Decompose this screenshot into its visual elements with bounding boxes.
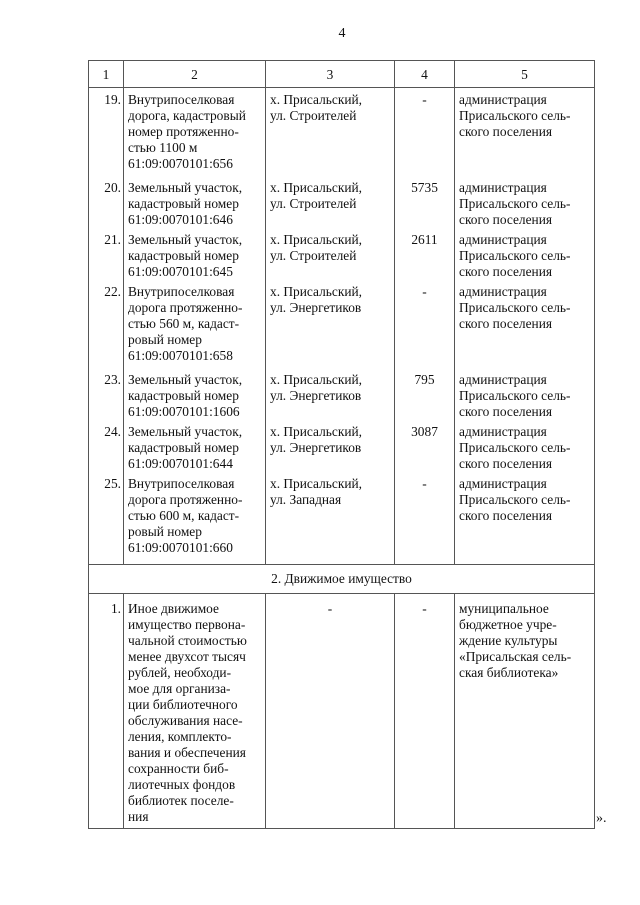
object-holder: администрация Присальского сель- ского поселения: [455, 232, 595, 284]
row-number: 19.: [89, 88, 124, 181]
object-holder: администрация Присальского сель- ского поселения: [455, 284, 595, 372]
object-holder: администрация Присальского сель- ского поселения: [455, 424, 595, 476]
section-heading-row: [89, 565, 595, 594]
table-row: [89, 232, 595, 284]
object-address: х. Присальский, ул. Строителей: [266, 88, 395, 181]
object-address: х. Присальский, ул. Строителей: [266, 232, 395, 284]
object-area: -: [395, 88, 455, 181]
header-col-1: 1: [89, 61, 124, 88]
object-address: х. Присальский, ул. Западная: [266, 476, 395, 565]
object-area: -: [395, 284, 455, 372]
header-col-4: 4: [395, 61, 455, 88]
object-name: Земельный участок, кадастровый номер 61:09:0070101:645: [124, 232, 266, 284]
object-area: 795: [395, 372, 455, 424]
page-number: 4: [338, 26, 346, 41]
object-address: -: [266, 594, 395, 829]
object-name: Земельный участок, кадастровый номер 61:09:0070101:644: [124, 424, 266, 476]
row-number: 21.: [89, 232, 124, 284]
object-holder: муниципальное бюджетное учре- ждение культуры «Присальская сель- ская библиотека»: [455, 594, 595, 829]
header-col-3: 3: [266, 61, 395, 88]
object-area: -: [395, 476, 455, 565]
row-number: 22.: [89, 284, 124, 372]
object-holder: администрация Присальского сель- ского поселения: [455, 88, 595, 181]
row-number: 25.: [89, 476, 124, 565]
object-holder: администрация Присальского сель- ского поселения: [455, 372, 595, 424]
object-area: -: [395, 594, 455, 829]
table-header-row: [89, 61, 595, 88]
object-address: х. Присальский, ул. Энергетиков: [266, 284, 395, 372]
object-holder: администрация Присальского сель- ского поселения: [455, 180, 595, 232]
header-col-5: 5: [455, 61, 595, 88]
header-col-2: 2: [124, 61, 266, 88]
object-name: Внутрипоселковая дорога, кадастровый номер протяженно- стью 1100 м 61:09:0070101:656: [124, 88, 266, 181]
row-number: 24.: [89, 424, 124, 476]
table-row: [89, 180, 595, 232]
object-holder: администрация Присальского сель- ского поселения: [455, 476, 595, 565]
property-registry-table: [88, 60, 595, 829]
object-area: 3087: [395, 424, 455, 476]
table-row: [89, 476, 595, 565]
object-name: Земельный участок, кадастровый номер 61:09:0070101:646: [124, 180, 266, 232]
table-row: [89, 594, 595, 829]
object-name: Внутрипоселковая дорога протяженно- стью 600 м, кадаст- ровый номер 61:09:0070101:660: [124, 476, 266, 565]
object-address: х. Присальский, ул. Строителей: [266, 180, 395, 232]
object-name: Иное движимое имущество первона- чальной стоимостью менее двухсот тысяч рублей, необходи- мое для организа- ции библиотечного обслуживания насе- ления, комплекто- вания и обеспечения сохранности биб- лиотечных фондов библиотек поселе- ния: [124, 594, 266, 829]
object-name: Внутрипоселковая дорога протяженно- стью 560 м, кадаст- ровый номер 61:09:0070101:658: [124, 284, 266, 372]
closing-quote-mark: ».: [596, 811, 607, 826]
table-row: [89, 372, 595, 424]
object-address: х. Присальский, ул. Энергетиков: [266, 424, 395, 476]
section-title: 2. Движимое имущество: [89, 565, 595, 594]
row-number: 20.: [89, 180, 124, 232]
object-area: 2611: [395, 232, 455, 284]
row-number: 23.: [89, 372, 124, 424]
table-row: [89, 88, 595, 181]
row-number: 1.: [89, 594, 124, 829]
object-address: х. Присальский, ул. Энергетиков: [266, 372, 395, 424]
object-area: 5735: [395, 180, 455, 232]
table-row: [89, 424, 595, 476]
object-name: Земельный участок, кадастровый номер 61:09:0070101:1606: [124, 372, 266, 424]
table-row: [89, 284, 595, 372]
